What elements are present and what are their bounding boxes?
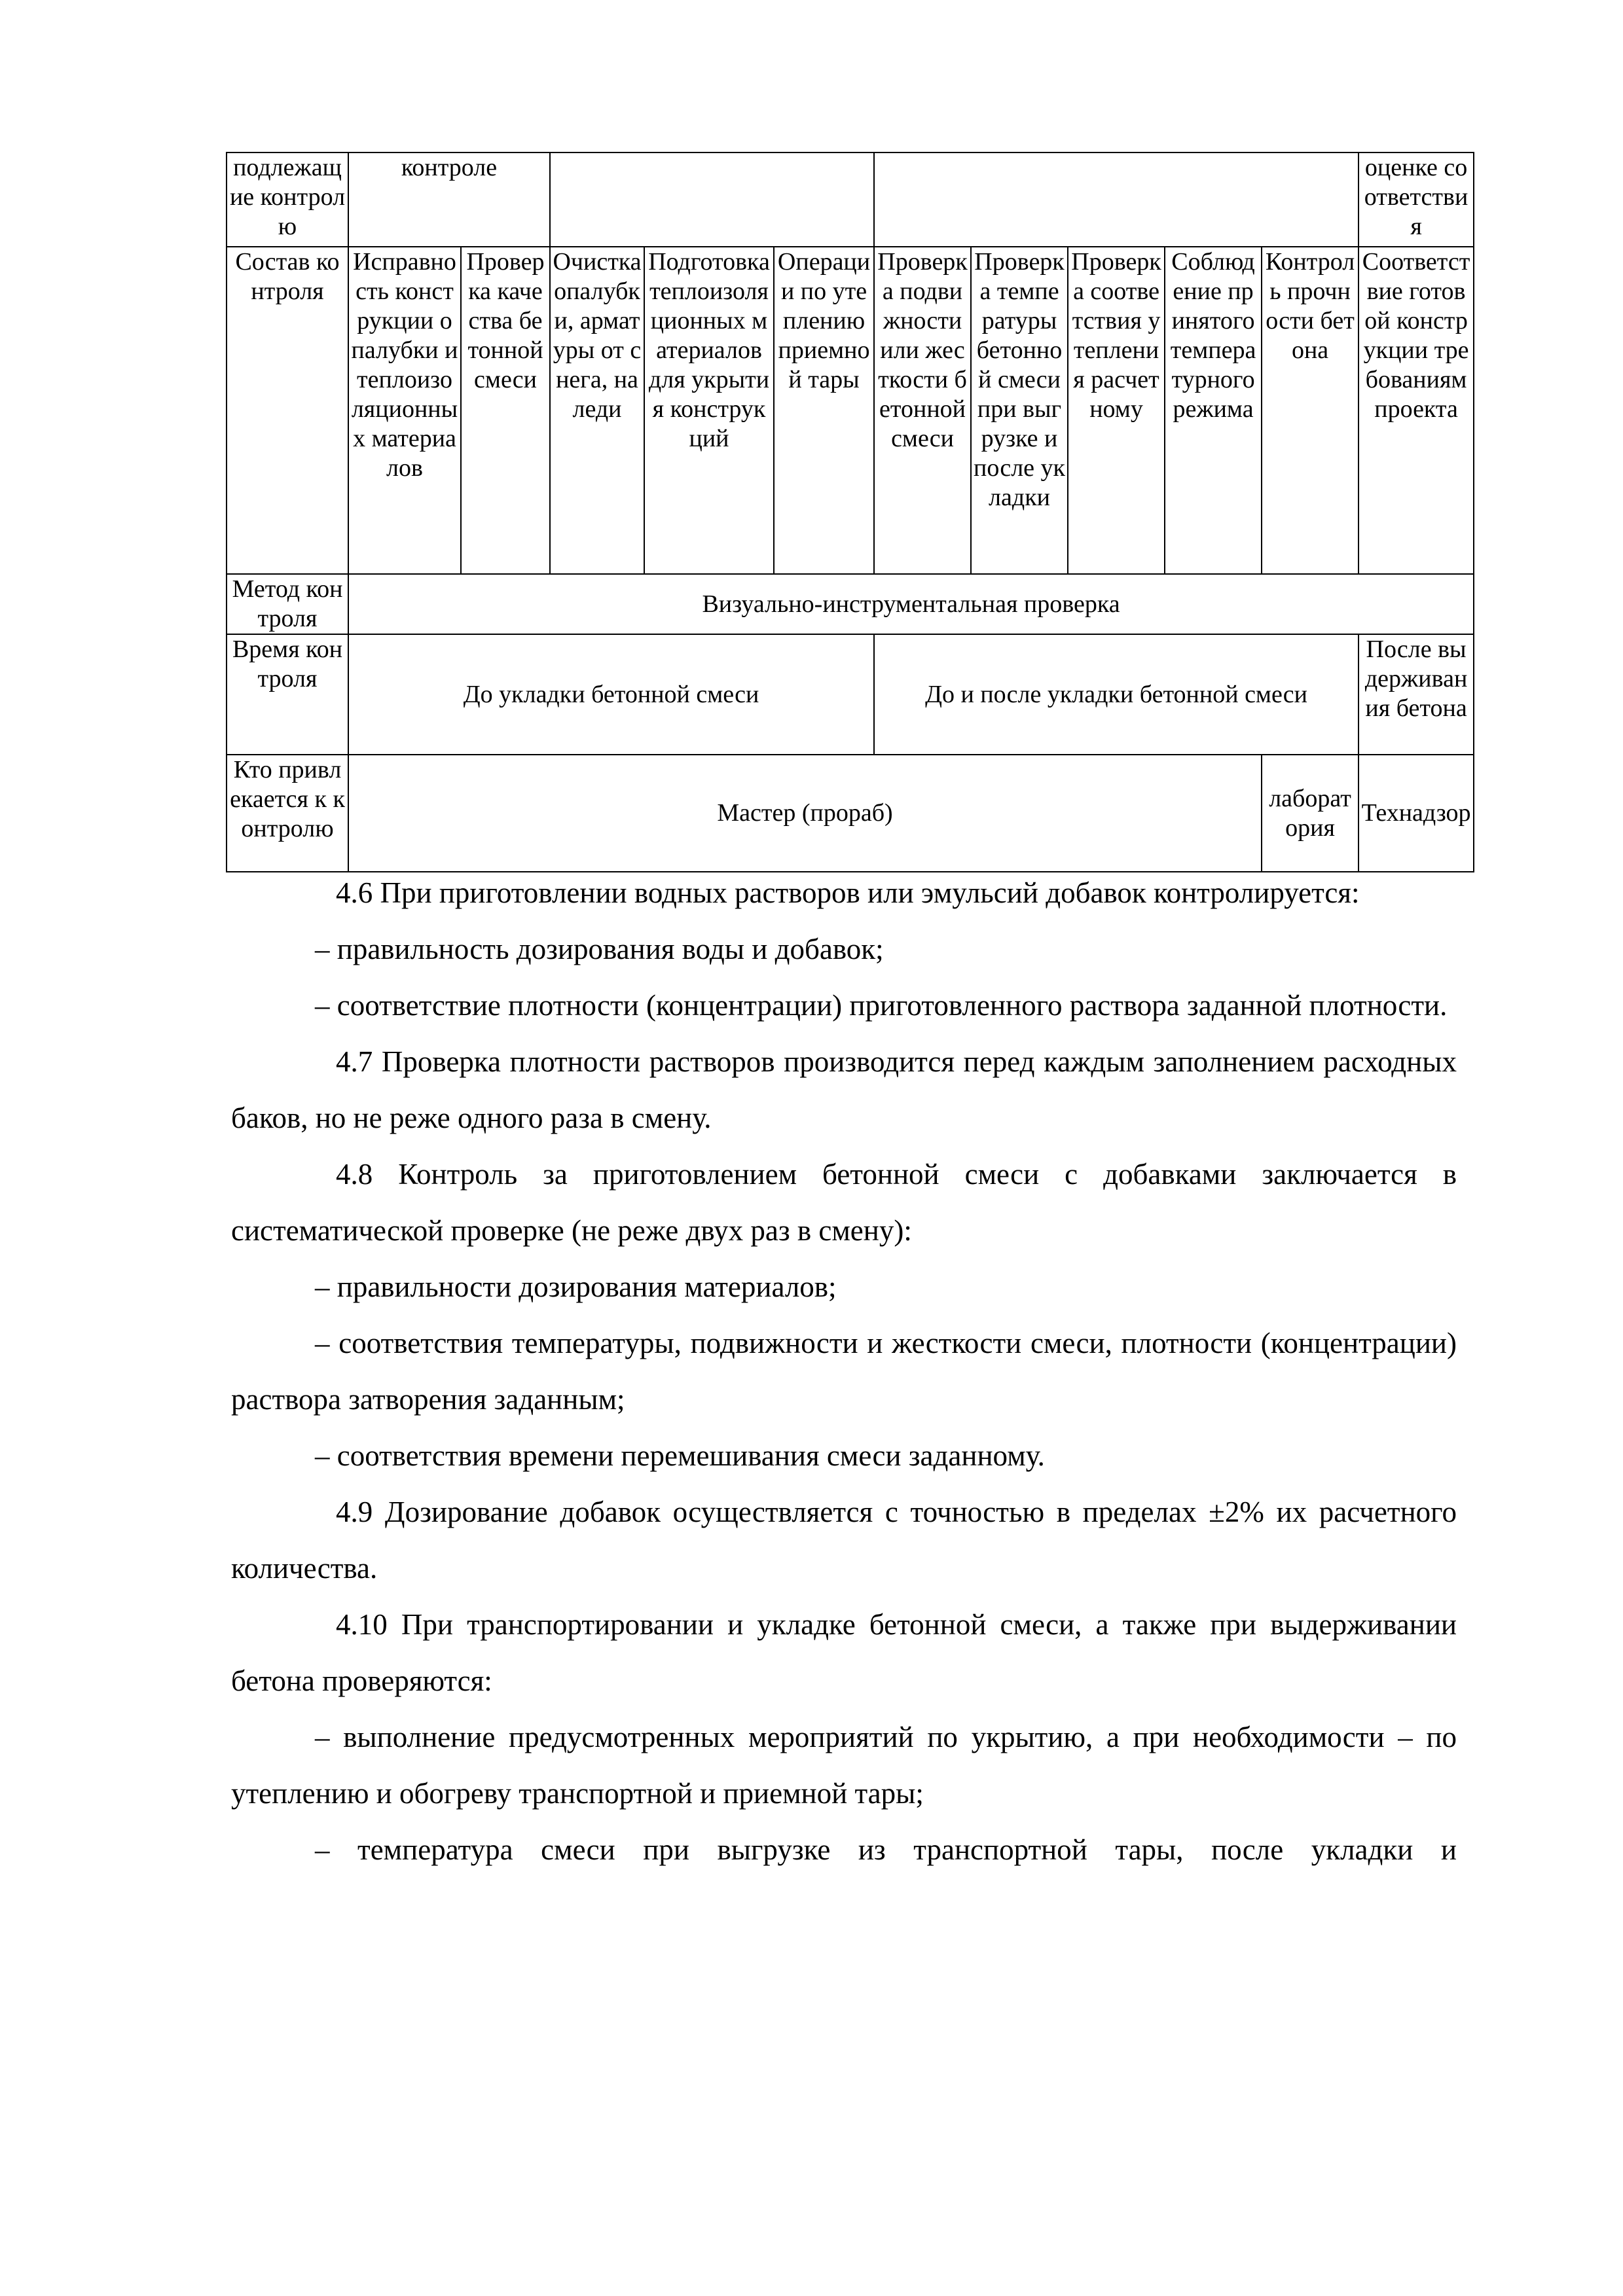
list-item: – соответствия времени перемешивания смеси заданному. xyxy=(315,1439,1045,1472)
who-master: Мастер (прораб) xyxy=(348,755,1262,872)
paragraph-4-6: 4.6 При приготовлении водных растворов или эмульсий добавок контролируется: xyxy=(336,876,1360,909)
time-after: После выдерживания бетона xyxy=(1359,634,1474,755)
table-row-head-continuation xyxy=(227,152,1474,247)
list-item: – соответствие плотности (концентрации) приготовленного раствора заданной плотности. xyxy=(315,989,1448,1022)
list-item: – правильности дозирования материалов; xyxy=(315,1270,837,1303)
composition-cell: Соответствие готовой конструкции требованиям проекта xyxy=(1359,247,1474,574)
list-item: – температура смеси при выгрузке из транспортной тары, после укладки и xyxy=(315,1833,1457,1866)
who-tech: Технадзор xyxy=(1359,755,1474,872)
composition-cell: Соблюдение принятого температурного режима xyxy=(1165,247,1262,574)
composition-cell: Очистка опалубки, арматуры от снега, наледи xyxy=(550,247,644,574)
row-label-subject: подлежащие контролю xyxy=(227,152,348,247)
control-table xyxy=(226,152,1474,872)
row-label-time: Время контроля xyxy=(227,634,348,755)
composition-cell: Проверка соответствия утепления расчетному xyxy=(1068,247,1165,574)
who-lab: лаборатория xyxy=(1262,755,1359,872)
table-row-composition xyxy=(227,247,1474,574)
table-row-method xyxy=(227,574,1474,634)
row-label-who: Кто привлекается к контролю xyxy=(227,755,348,872)
list-item: – правильность дозирования воды и добавок; xyxy=(315,933,884,965)
composition-cell: Контроль прочности бетона xyxy=(1262,247,1359,574)
cell-empty-1 xyxy=(550,152,874,247)
cell-control-continuation: контроле xyxy=(348,152,550,247)
table-row-who xyxy=(227,755,1474,872)
time-before-after: До и после укладки бетонной смеси xyxy=(874,634,1359,755)
composition-cell: Подготовка теплоизоляционных материалов для укрытия конструкций xyxy=(644,247,774,574)
list-item: – выполнение предусмотренных мероприятий по укрытию, а при необходимости – по утеплению и обогреву транспортной и приемной тары; xyxy=(231,1721,1457,1810)
composition-cell: Исправность конструкции опалубки и теплоизоляционных материалов xyxy=(348,247,461,574)
paragraph-4-10: 4.10 При транспортировании и укладке бетонной смеси, а также при выдерживании бетона проверяются: xyxy=(231,1608,1457,1697)
paragraph-4-7: 4.7 Проверка плотности растворов производится перед каждым заполнением расходных баков, но не реже одного раза в смену. xyxy=(231,1045,1457,1134)
composition-cell: Проверка температуры бетонной смеси при выгрузке и после укладки xyxy=(971,247,1068,574)
row-label-composition: Состав контроля xyxy=(227,247,348,574)
body-text xyxy=(231,865,1457,1878)
list-item: – соответствия температуры, подвижности и жесткости смеси, плотности (концентрации) раствора затворения заданным; xyxy=(231,1327,1457,1416)
method-value: Визуально-инструментальная проверка xyxy=(348,574,1474,634)
cell-empty-2 xyxy=(874,152,1359,247)
row-label-method: Метод контроля xyxy=(227,574,348,634)
table-row-time xyxy=(227,634,1474,755)
composition-cell: Проверка подвижности или жесткости бетонной смеси xyxy=(874,247,971,574)
composition-cell: Операции по утеплению приемной тары xyxy=(774,247,874,574)
time-before: До укладки бетонной смеси xyxy=(348,634,874,755)
paragraph-4-8: 4.8 Контроль за приготовлением бетонной смеси с добавками заключается в систематической проверке (не реже двух раз в смену): xyxy=(231,1158,1457,1247)
paragraph-4-9: 4.9 Дозирование добавок осуществляется с точностью в пределах ±2% их расчетного количества. xyxy=(231,1496,1457,1585)
cell-assessment-continuation: оценке соответствия xyxy=(1359,152,1474,247)
composition-cell: Проверка качества бетонной смеси xyxy=(461,247,550,574)
